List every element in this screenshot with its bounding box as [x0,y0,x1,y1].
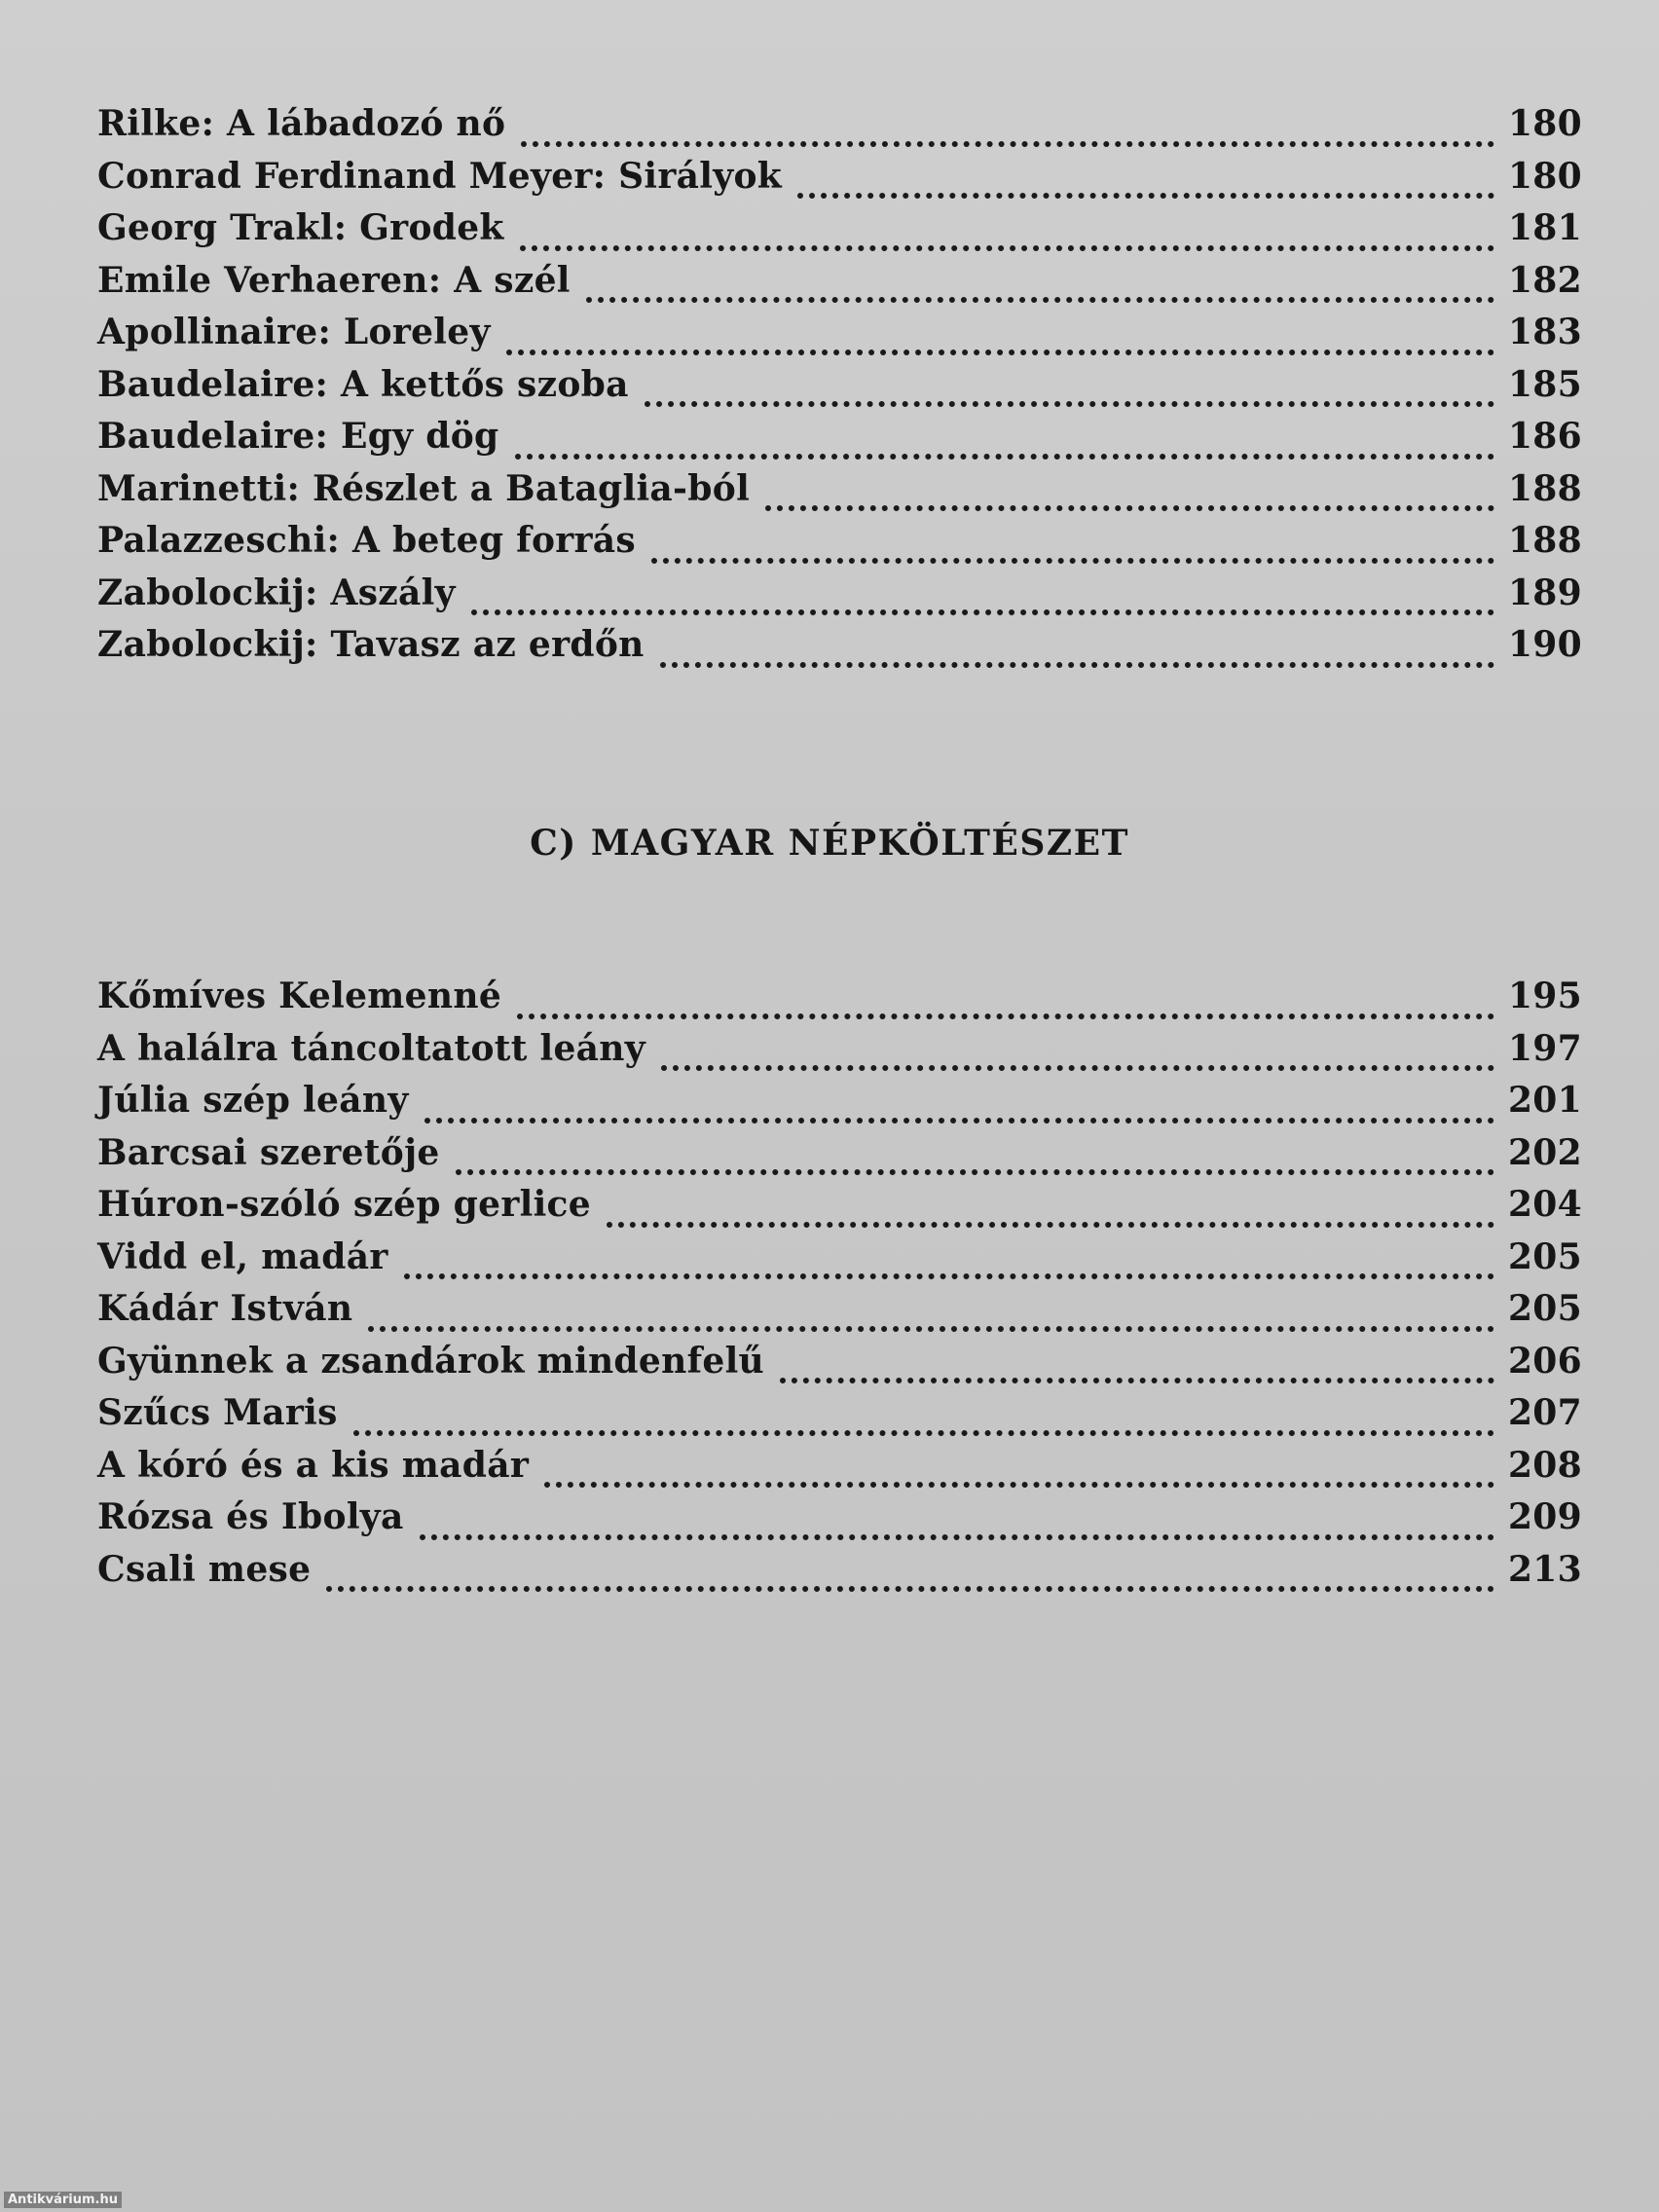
toc-entry-title: Baudelaire: A kettős szoba [97,363,629,405]
toc-entry-page: 185 [1507,363,1582,405]
toc-entry [97,1496,1582,1549]
toc-entry-title: Szűcs Maris [97,1392,338,1433]
toc-entry-title: Baudelaire: Egy dög [97,416,499,457]
toc-entry-page: 208 [1507,1444,1582,1486]
toc-entry-title: Emile Verhaeren: A szél [97,259,571,301]
toc-entry-page: 195 [1507,976,1582,1016]
toc-entry-title: Rózsa és Ibolya [97,1496,404,1537]
toc-entry [97,260,1582,313]
toc-entry-title: Vidd el, madár [97,1235,388,1277]
toc-entry-page: 189 [1507,571,1582,613]
toc-entry [97,624,1582,677]
dot-leader [797,158,1494,199]
toc-entry [97,572,1582,625]
dot-leader [660,627,1494,668]
toc-entry-page: 182 [1507,259,1582,301]
toc-entry [97,1236,1582,1289]
toc-entry-page: 206 [1507,1340,1582,1382]
toc-entry-page: 180 [1507,103,1582,144]
dot-leader [506,314,1494,355]
dot-leader [765,470,1494,511]
toc-entry-page: 188 [1507,467,1582,509]
toc-entry [97,1028,1582,1081]
dot-leader [404,1238,1494,1279]
toc-entry-title: Gyünnek a zsandárok mindenfelű [97,1340,765,1382]
toc-entry [97,364,1582,417]
dot-leader [353,1395,1494,1436]
toc-entry [97,103,1582,156]
toc-entry-title: Apollinaire: Loreley [97,312,491,352]
toc-entry-page: 207 [1507,1392,1582,1433]
toc-entry-title: Barcsai szeretője [97,1131,440,1173]
toc-entry-title: Zabolockij: Aszály [97,571,456,613]
dot-leader [645,366,1494,407]
toc-entry-title: Kádár István [97,1288,353,1329]
toc-entry [97,1392,1582,1445]
dot-leader [515,419,1494,460]
toc-entry [97,1288,1582,1341]
toc-entry-page: 205 [1507,1235,1582,1277]
dot-leader [471,574,1494,615]
toc-entry-title: Kőmíves Kelemenné [97,976,502,1016]
toc-entry-page: 183 [1507,312,1582,352]
toc-entry-page: 209 [1507,1496,1582,1537]
toc-entry [97,1184,1582,1236]
toc-entry-page: 204 [1507,1184,1582,1225]
toc-entry-title: Csali mese [97,1548,312,1590]
dot-leader [456,1134,1494,1175]
toc-entry-title: Marinetti: Részlet a Bataglia-ból [97,467,751,509]
toc-entry-title: Rilke: A lábadozó nő [97,103,506,144]
dot-leader [424,1083,1494,1124]
toc-entry-page: 205 [1507,1288,1582,1329]
toc-entry-page: 213 [1507,1548,1582,1590]
toc-entry-title: Conrad Ferdinand Meyer: Sirályok [97,155,783,197]
toc-entry [97,1549,1582,1602]
dot-leader [517,978,1494,1019]
toc-entry [97,1080,1582,1132]
section-heading: C) MAGYAR NÉPKÖLTÉSZET [530,823,1129,864]
toc-entry [97,1341,1582,1393]
toc-entry [97,468,1582,521]
dot-leader [607,1187,1494,1228]
toc-entry-title: Húron-szóló szép gerlice [97,1184,591,1225]
toc-entry [97,156,1582,208]
toc-entry [97,312,1582,364]
toc-entry [97,207,1582,260]
toc-entry [97,976,1582,1028]
toc-entry [97,1132,1582,1185]
toc-list-foreign-poetry [97,103,1582,677]
dot-leader [780,1343,1494,1383]
dot-leader [586,262,1494,303]
toc-entry-title: A halálra táncoltatott leány [97,1027,645,1069]
toc-entry [97,1445,1582,1497]
dot-leader [661,1030,1494,1071]
toc-entry-page: 180 [1507,155,1582,197]
toc-entry-title: Zabolockij: Tavasz az erdőn [97,624,645,665]
dot-leader [520,210,1494,251]
watermark: Antikvárium.hu [4,2192,122,2208]
toc-entry [97,520,1582,572]
toc-entry-title: A kóró és a kis madár [97,1444,530,1486]
toc-entry-page: 190 [1507,624,1582,665]
toc-entry-page: 202 [1507,1131,1582,1173]
dot-leader [651,523,1494,564]
dot-leader [544,1447,1494,1488]
dot-leader [420,1499,1494,1540]
toc-entry-page: 201 [1507,1080,1582,1121]
toc-entry-title: Georg Trakl: Grodek [97,207,504,248]
dot-leader [326,1551,1494,1592]
toc-entry-page: 181 [1507,207,1582,248]
toc-entry-title: Júlia szép leány [97,1080,409,1121]
toc-entry-title: Palazzeschi: A beteg forrás [97,520,636,561]
toc-entry [97,416,1582,468]
toc-entry-page: 197 [1507,1027,1582,1069]
toc-entry-page: 186 [1507,416,1582,457]
dot-leader [368,1291,1494,1332]
toc-list-hungarian-folk-poetry [97,976,1582,1601]
dot-leader [521,106,1494,147]
toc-entry-page: 188 [1507,520,1582,561]
